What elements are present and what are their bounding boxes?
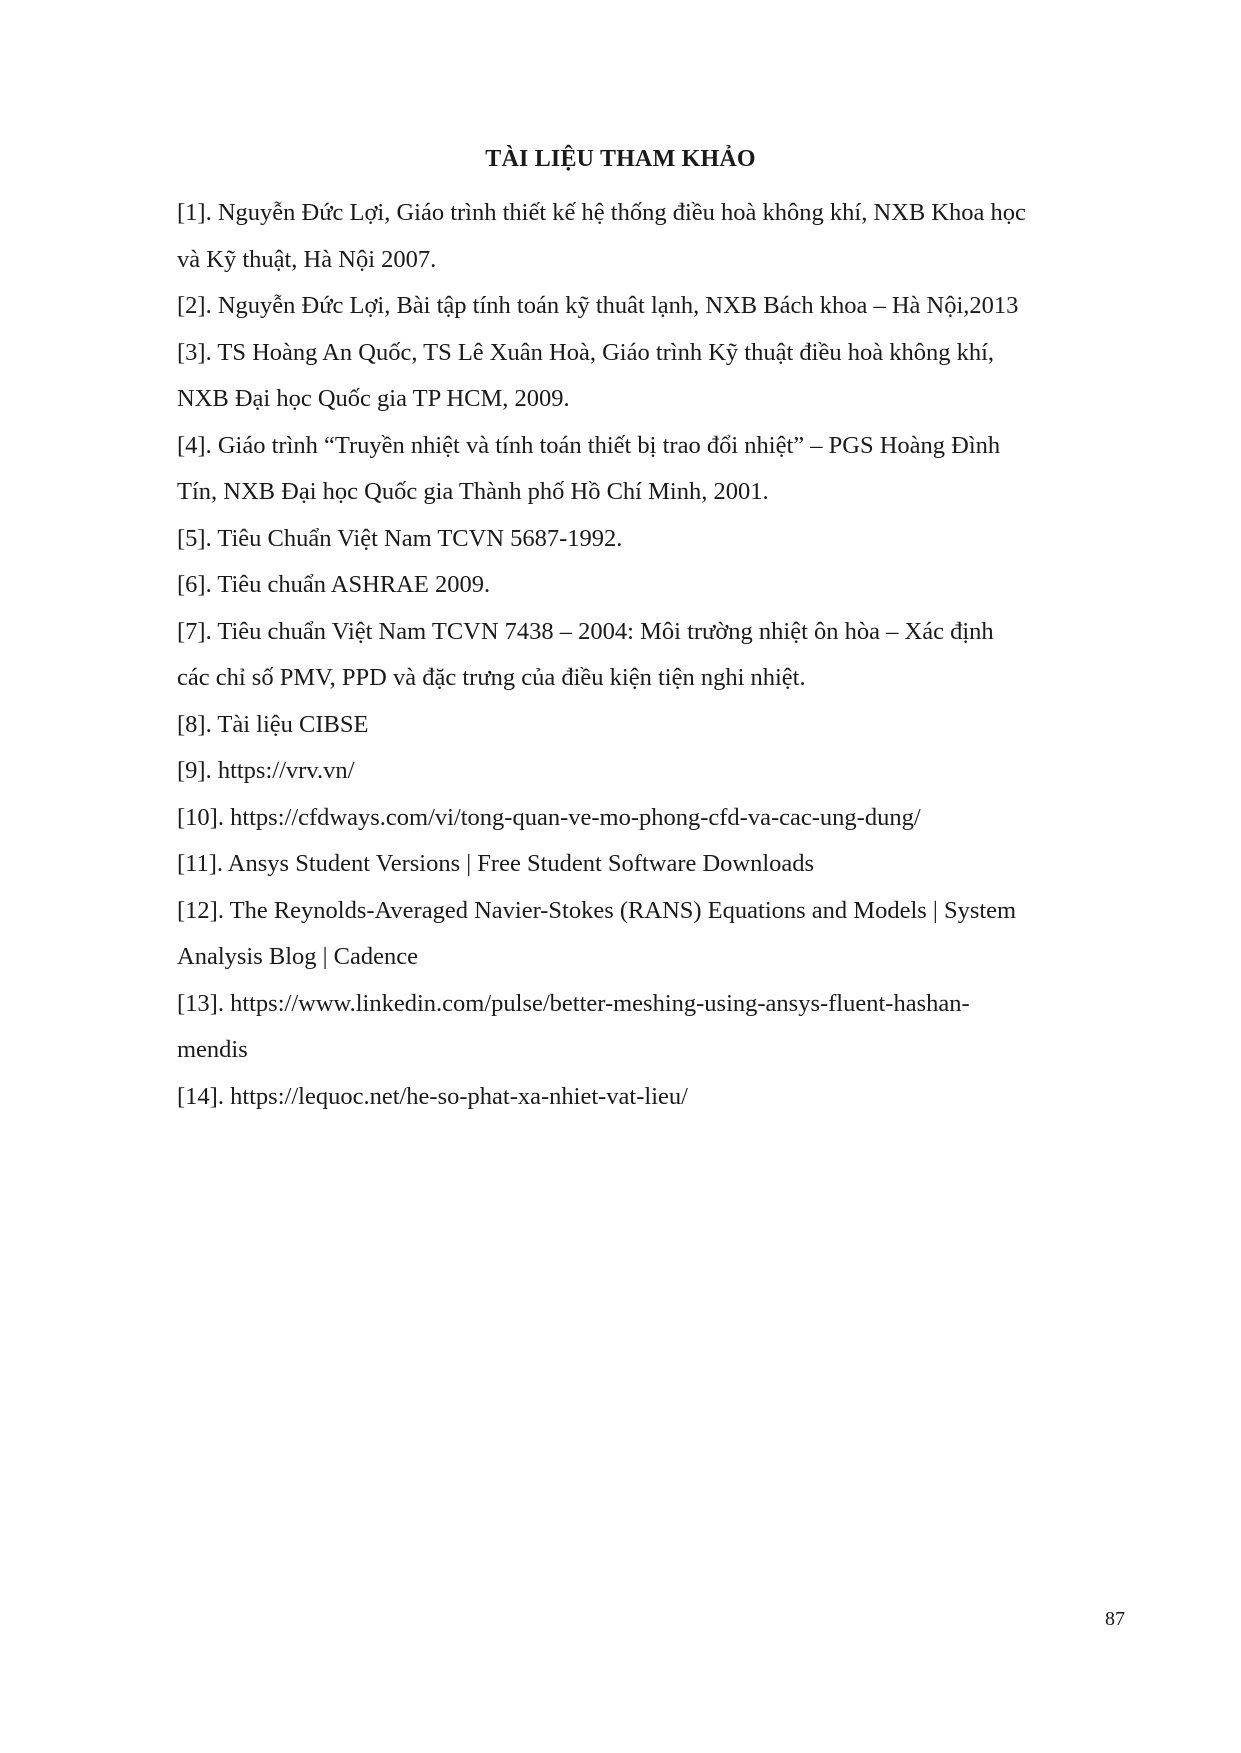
reference-item <box>177 702 1127 749</box>
reference-line: [13]. https://www.linkedin.com/pulse/better-meshing-using-ansys-fluent-hashan- <box>177 989 970 1017</box>
reference-line: [9]. https://vrv.vn/ <box>177 757 355 784</box>
reference-line: [5]. Tiêu Chuẩn Việt Nam TCVN 5687-1992. <box>177 524 623 552</box>
reference-item <box>177 981 1127 1074</box>
page-number: 87 <box>1105 1608 1125 1630</box>
reference-item <box>177 562 1127 609</box>
reference-item <box>177 516 1127 563</box>
reference-line: [4]. Giáo trình “Truyền nhiệt và tính toán thiết bị trao đổi nhiệt” – PGS Hoàng Đình <box>177 431 1001 459</box>
reference-item <box>177 748 1127 795</box>
reference-item <box>177 423 1127 516</box>
reference-item <box>177 888 1127 981</box>
reference-line: các chỉ số PMV, PPD và đặc trưng của điều kiện tiện nghi nhiệt. <box>177 664 806 691</box>
reference-item <box>177 283 1127 330</box>
reference-item <box>177 609 1127 702</box>
reference-line: [3]. TS Hoàng An Quốc, TS Lê Xuân Hoà, Giáo trình Kỹ thuật điều hoà không khí, <box>177 338 995 366</box>
reference-line: [14]. https://lequoc.net/he-so-phat-xa-nhiet-vat-lieu/ <box>177 1082 688 1110</box>
references-heading: TÀI LIỆU THAM KHẢO <box>485 146 756 172</box>
reference-line: mendis <box>177 1036 248 1063</box>
reference-line: [6]. Tiêu chuẩn ASHRAE 2009. <box>177 571 491 598</box>
reference-line: Tín, NXB Đại học Quốc gia Thành phố Hồ Chí Minh, 2001. <box>177 478 769 505</box>
reference-item <box>177 190 1127 283</box>
reference-list <box>177 190 1127 1120</box>
reference-line: [2]. Nguyễn Đức Lợi, Bài tập tính toán kỹ thuât lạnh, NXB Bách khoa – Hà Nội,2013 <box>177 292 1019 319</box>
reference-item <box>177 841 1127 888</box>
reference-line: [7]. Tiêu chuẩn Việt Nam TCVN 7438 – 2004: Môi trường nhiệt ôn hòa – Xác định <box>177 617 994 645</box>
reference-line: và Kỹ thuật, Hà Nội 2007. <box>177 245 437 273</box>
reference-line: Analysis Blog | Cadence <box>177 943 419 970</box>
reference-line: [10]. https://cfdways.com/vi/tong-quan-ve-mo-phong-cfd-va-cac-ung-dung/ <box>177 803 921 831</box>
reference-line: NXB Đại học Quốc gia TP HCM, 2009. <box>177 385 570 412</box>
reference-line: [11]. Ansys Student Versions | Free Student Software Downloads <box>177 850 815 877</box>
reference-item <box>177 1074 1127 1121</box>
reference-line: [1]. Nguyễn Đức Lợi, Giáo trình thiết kế hệ thống điều hoà không khí, NXB Khoa học <box>177 199 1026 226</box>
reference-item <box>177 330 1127 423</box>
reference-line: [12]. The Reynolds-Averaged Navier-Stokes (RANS) Equations and Models | System <box>177 896 1017 924</box>
reference-line: [8]. Tài liệu CIBSE <box>177 710 369 738</box>
reference-item <box>177 795 1127 842</box>
